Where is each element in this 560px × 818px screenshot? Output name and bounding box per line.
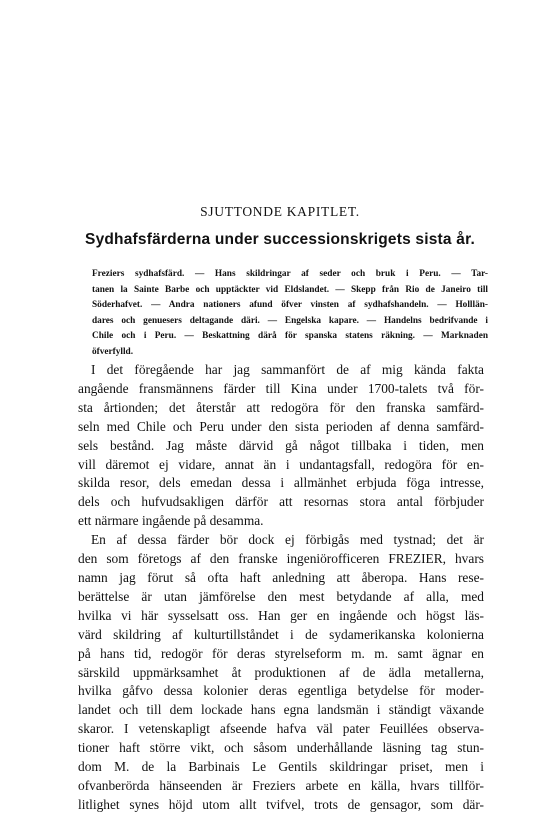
body-line: tioner haft större vikt, och såsom underhållande läsning tag stun- — [78, 740, 484, 756]
body-line: vill däremot ej vidare, annat än i undantagsfall, redogöra för en- — [78, 456, 484, 472]
body-line: dom M. de la Barbinais Le Gentils skildringar priset, men i — [78, 759, 484, 775]
body-line: namn jag förut så ofta haft anledning att åberopa. Hans rese- — [78, 569, 484, 585]
summary-line: dares och genuesers deltagande däri. — Engelska kapare. — Handelns bedrifvande i — [92, 315, 488, 326]
summary-line: Freziers sydhafsfärd. — Hans skildringar af seder och bruk i Peru. — Tar- — [92, 269, 488, 279]
summary-line: Chile och i Peru. — Beskattning därå för spanska statens räkning. — Marknaden — [92, 331, 488, 342]
body-line: värd skildring af kulturtillståndet i de sydamerikanska kolonierna — [78, 626, 484, 642]
body-line: seln med Chile och Peru under den sista perioden af denna samfärd- — [78, 418, 484, 434]
body-text — [78, 361, 484, 815]
summary-line: tanen la Sainte Barbe och upptäckter vid Eldslandet. — Skepp från Rio de Janeiro till — [92, 284, 488, 295]
summary-line: Söderhafvet. — Andra nationers afund öfver vinsten af sydhafshandeln. — Holllän- — [92, 300, 488, 311]
body-line: En af dessa färder bör dock ej förbigås med tystnad; det är — [91, 532, 484, 548]
body-line: I det föregående har jag sammanfört de af mig kända fakta — [91, 362, 484, 377]
body-line: särskild uppmärksamhet åt produktionen af de ädla metallerna, — [78, 664, 484, 680]
body-line: på hans tid, redogör för deras styrelseform m. m. samt ägnar en — [78, 645, 484, 661]
body-line: hvilka gåfvo dessa kolonier deras egentliga betydelse för moder- — [78, 683, 484, 699]
chapter-summary — [92, 267, 488, 361]
body-line: hvilka vi här sysselsatt oss. Han ger en ingående och högst läs- — [78, 607, 484, 623]
body-line: den som företogs af den franske ingeniörofficeren FREZIER, hvars — [78, 551, 484, 567]
body-line: angående fransmännens färder till Kina under 1700-talets två för- — [78, 380, 484, 396]
body-line: skilda resor, dels emedan dessa i allmänhet erbjuda föga intresse, — [78, 475, 484, 491]
body-line: sta årtionden; det återstår att redogöra för den franska samfärd- — [78, 399, 484, 415]
body-line: skaror. I vetenskapligt afseende hafva väl pater Feuillées observa- — [78, 721, 484, 737]
chapter-title: Sydhafsfärderna under successionskrigets sista år. — [85, 231, 475, 248]
body-line: sels bestånd. Jag måste därvid gå något tillbaka i tiden, men — [78, 437, 484, 453]
body-line: berättelse är utan jämförelse den mest betydande af alla, med — [78, 588, 484, 604]
chapter-heading: SJUTTONDE KAPITLET. — [200, 204, 360, 219]
summary-line: öfverfylld. — [92, 346, 134, 357]
body-line: landet och till dem lockade hans egna landsmän i ständigt växande — [78, 702, 484, 718]
body-line: ofvanberörda hänseenden är Freziers arbete en källa, hvars tillför- — [78, 777, 484, 793]
body-line: dels och hufvudsakligen därför att resornas stora antal förbjuder — [78, 494, 484, 510]
body-line: litlighet synes höjd utom allt tvifvel, trots de gensagor, som där- — [78, 796, 484, 812]
body-line: ett närmare ingående på desamma. — [78, 513, 264, 529]
